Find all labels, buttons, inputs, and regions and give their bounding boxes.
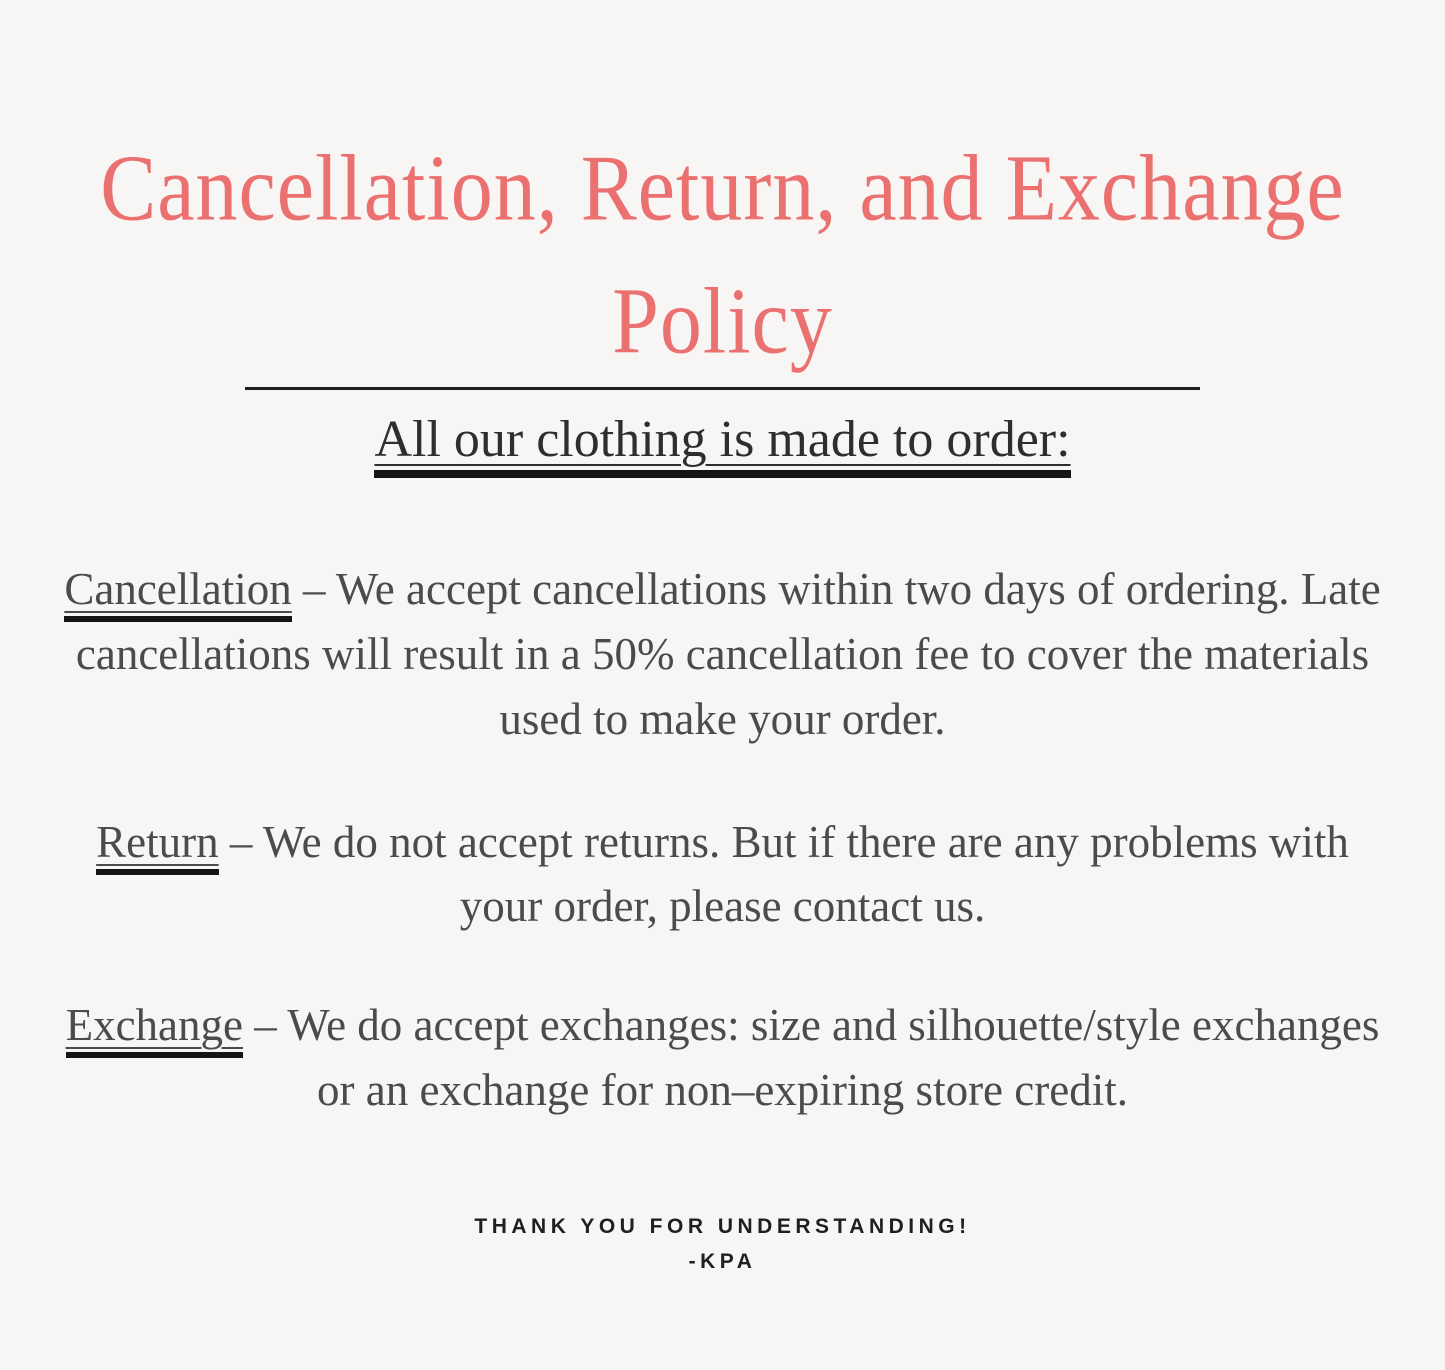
return-body: – We do not accept returns. But if there are any problems with your order, please contact us. (229, 816, 1349, 932)
exchange-body: – We do accept exchanges: size and silhouette/style exchanges or an exchange for non–expiring store credit. (254, 1000, 1380, 1115)
poster-content (53, 122, 1393, 1280)
footer (53, 1209, 1393, 1280)
return-heading: Return (96, 817, 218, 875)
footer-thanks: THANK YOU FOR UNDERSTANDING! (474, 1214, 971, 1238)
exchange-heading: Exchange (66, 1000, 243, 1058)
subtitle-text: All our clothing is made to order: (374, 411, 1070, 478)
section-exchange (53, 993, 1393, 1123)
title-line-1: Cancellation, Return, and Exchange (100, 136, 1345, 241)
section-return (53, 810, 1393, 940)
footer-signature: -KPA (688, 1250, 757, 1274)
page-title (53, 122, 1393, 389)
cancellation-body: – We accept cancellations within two days of ordering. Late cancellations will result in a 50% cancellation fee to cover the materials used to make your order. (75, 564, 1381, 744)
title-line-2: Policy (612, 270, 833, 375)
subtitle (53, 406, 1393, 474)
section-cancellation (58, 557, 1388, 751)
cancellation-heading: Cancellation (64, 564, 291, 622)
